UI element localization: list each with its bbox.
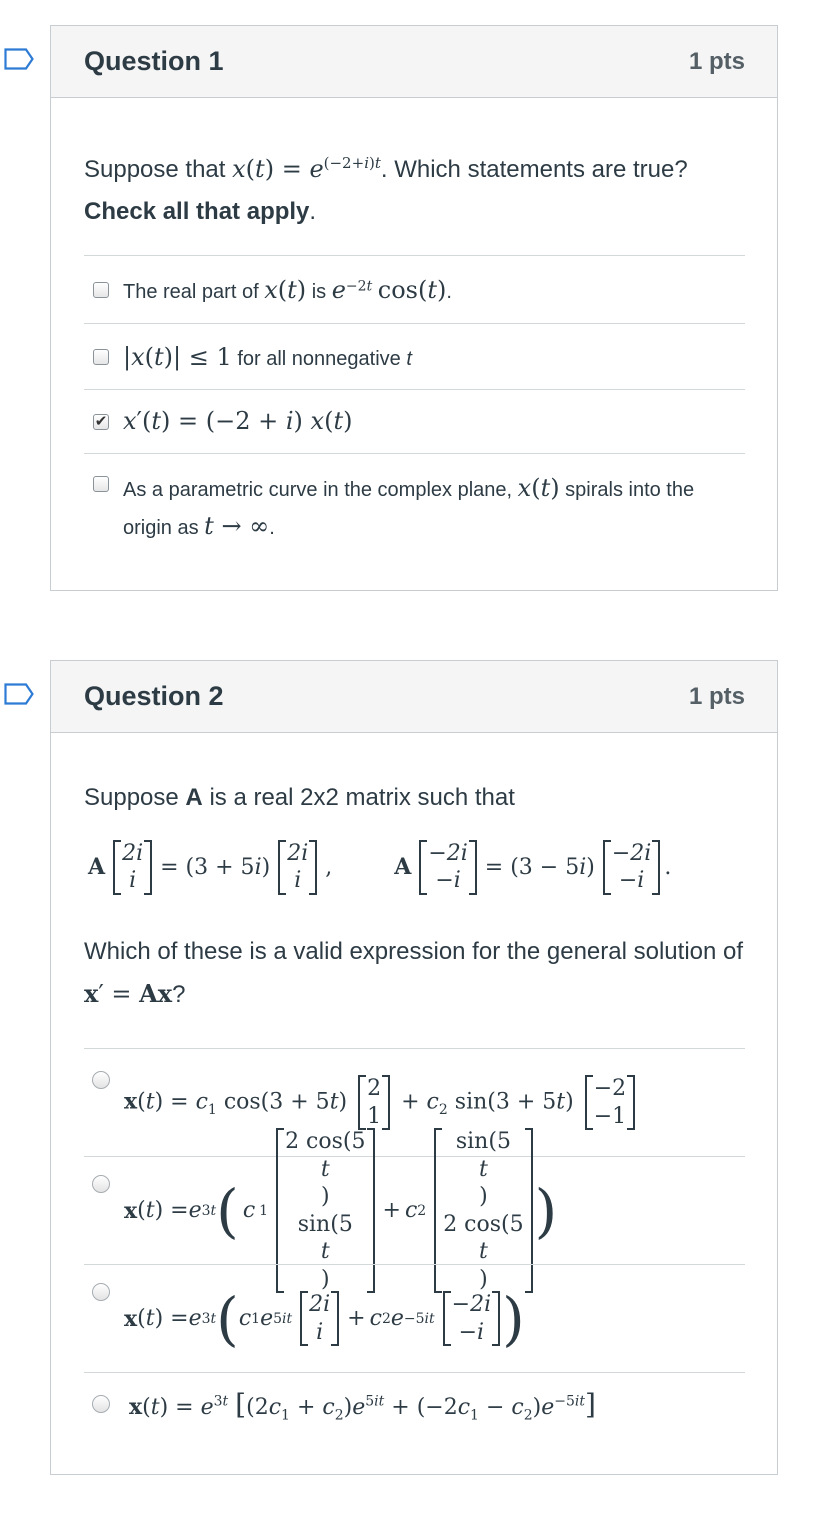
- answer-option-3[interactable]: ✔ x′(t) = (−2 + i) x(t): [84, 389, 745, 453]
- checkbox[interactable]: [93, 349, 109, 365]
- answer-option-2[interactable]: x ( t ) = e 3t ( c 1 2 cos(5 t ) sin(5 t ) + c 2 sin(5 t ) 2 cos(5 t ) ): [84, 1156, 745, 1264]
- question-subprompt: Which of these is a valid expression for the general solution of x′ = Ax?: [84, 938, 744, 1008]
- answer-option-2[interactable]: |x(t)| ≤ 1 for all nonnegative t: [84, 323, 745, 389]
- radio-button[interactable]: [92, 1283, 110, 1301]
- checkbox[interactable]: [93, 476, 109, 492]
- radio-button[interactable]: [92, 1395, 110, 1413]
- question-points: 1 pts: [688, 682, 745, 710]
- question-header: [51, 661, 777, 733]
- answer-list: [84, 255, 745, 545]
- answer-list: [84, 1048, 745, 1438]
- instruction: Check all that apply: [84, 198, 310, 225]
- answer-option-1[interactable]: The real part of x(t) is $e^{-2t}$ cos(t).: [84, 255, 745, 323]
- question-card-1: [50, 25, 778, 591]
- flag-question-icon[interactable]: [4, 48, 34, 70]
- formula-x-of-t: x: [232, 155, 246, 183]
- radio-button[interactable]: [92, 1071, 110, 1089]
- checkbox-checked[interactable]: ✔: [94, 412, 108, 430]
- checkbox[interactable]: [93, 282, 109, 298]
- answer-option-4[interactable]: $x(t) = e^{3t}$ $[(2c_1 + c_2)e^{5it} + (-2c_1 - c_2)e^{-5it}]$: [84, 1372, 745, 1438]
- question-prompt: Suppose that $x(t) = e^{(-2+i)t}$. Which statements are true? Check all that apply.: [84, 154, 688, 225]
- question-points: 1 pts: [688, 47, 745, 75]
- eigen-equations: A 2i i = (3 + 5 i ) 2i i , A −2i −i = (3 − 5 i ) −2i −i .: [88, 840, 672, 893]
- flag-question-icon[interactable]: [4, 683, 34, 705]
- answer-option-3[interactable]: x ( t ) = e 3t ( c 1 e 5it 2i i + c 2 e −5it −2i −i ): [84, 1264, 745, 1372]
- answer-option-4[interactable]: As a parametric curve in the complex plane, x(t) spirals into the origin as t → ∞.: [84, 453, 745, 545]
- question-card-2: [50, 660, 778, 1475]
- question-header: [51, 26, 777, 98]
- question-prompt: Suppose A is a real 2x2 matrix such that: [84, 784, 515, 811]
- radio-button[interactable]: [92, 1175, 110, 1193]
- question-title: Question 1: [84, 46, 224, 76]
- question-title: Question 2: [84, 681, 224, 711]
- answer-option-1[interactable]: $x(t) = c_1$ cos(3 + 5t) 2 1 + $c_2$ sin(3 + 5t) −2 −1: [84, 1048, 745, 1156]
